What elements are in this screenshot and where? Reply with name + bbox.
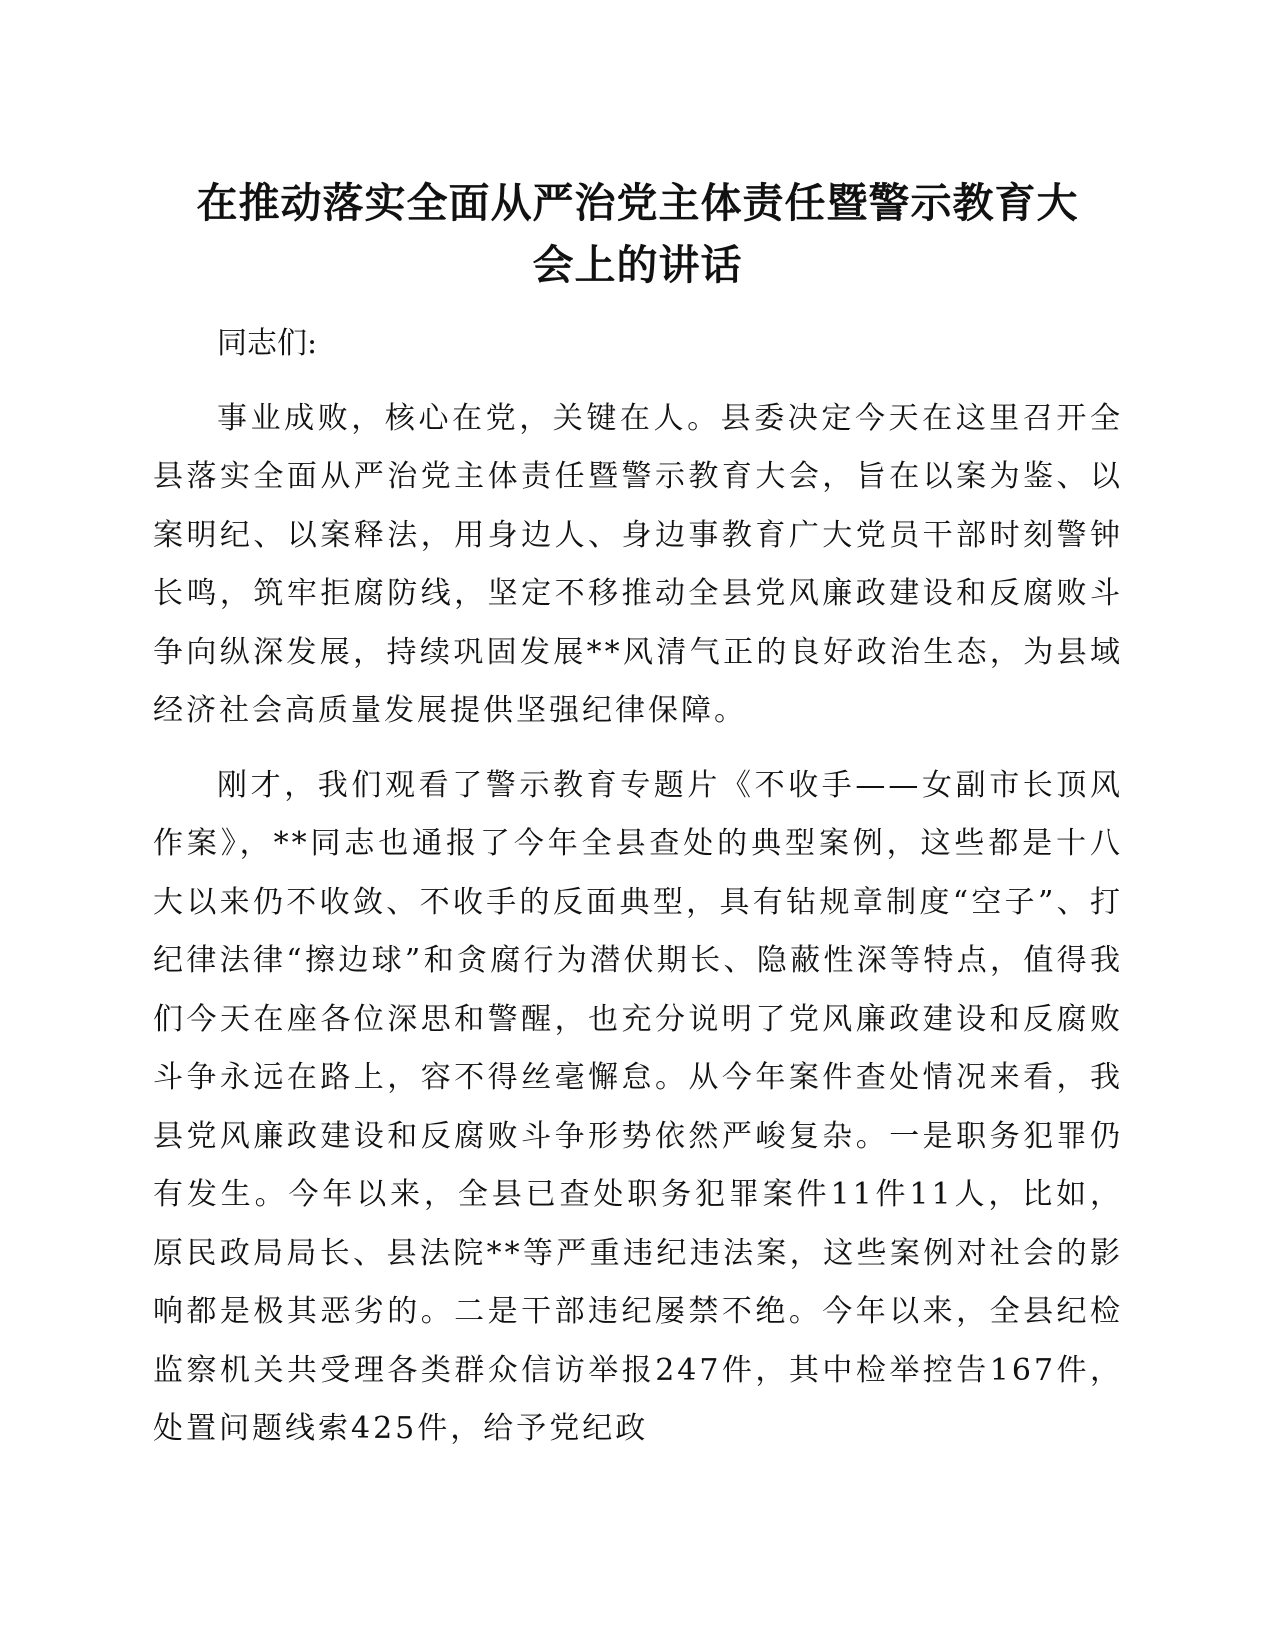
page-title [130,172,1145,296]
speech-body [153,315,1123,1475]
page-title-line-2: 会上的讲话 [532,241,743,289]
paragraph-1: 事业成败，核心在党，关键在人。县委决定今天在这里召开全县落实全面从严治党主体责任暨警示教育大会，旨在以案为鉴、以案明纪、以案释法，用身边人、身边事教育广大党员干部时刻警钟长鸣，筑牢拒腐防线，坚定不移推动全县党风廉政建设和反腐败斗争向纵深发展，持续巩固发展**风清气正的良好政治生态，为县域经济社会高质量发展提供坚强纪律保障。 [153,400,1123,728]
page-title-line-1: 在推动落实全面从严治党主体责任暨警示教育大 [196,179,1079,227]
salutation: 同志们: [217,326,318,361]
paragraph-2: 刚才，我们观看了警示教育专题片《不收手——女副市长顶风作案》，**同志也通报了今年全县查处的典型案例，这些都是十八大以来仍不收敛、不收手的反面典型，具有钻规章制度“空子”、打纪律法律“擦边球”和贪腐行为潜伏期长、隐蔽性深等特点，值得我们今天在座各位深思和警醒，也充分说明了党风廉政建设和反腐败斗争永远在路上，容不得丝毫懈怠。从今年案件查处情况来看，我县党风廉政建设和反腐败斗争形势依然严峻复杂。一是职务犯罪仍有发生。今年以来，全县已查处职务犯罪案件11件11人，比如，原民政局局长、县法院**等严重违纪违法案，这些案例对社会的影响都是极其恶劣的。二是干部违纪屡禁不绝。今年以来，全县纪检监察机关共受理各类群众信访举报247件，其中检举控告167件，处置问题线索425件，给予党纪政 [153,767,1123,1446]
